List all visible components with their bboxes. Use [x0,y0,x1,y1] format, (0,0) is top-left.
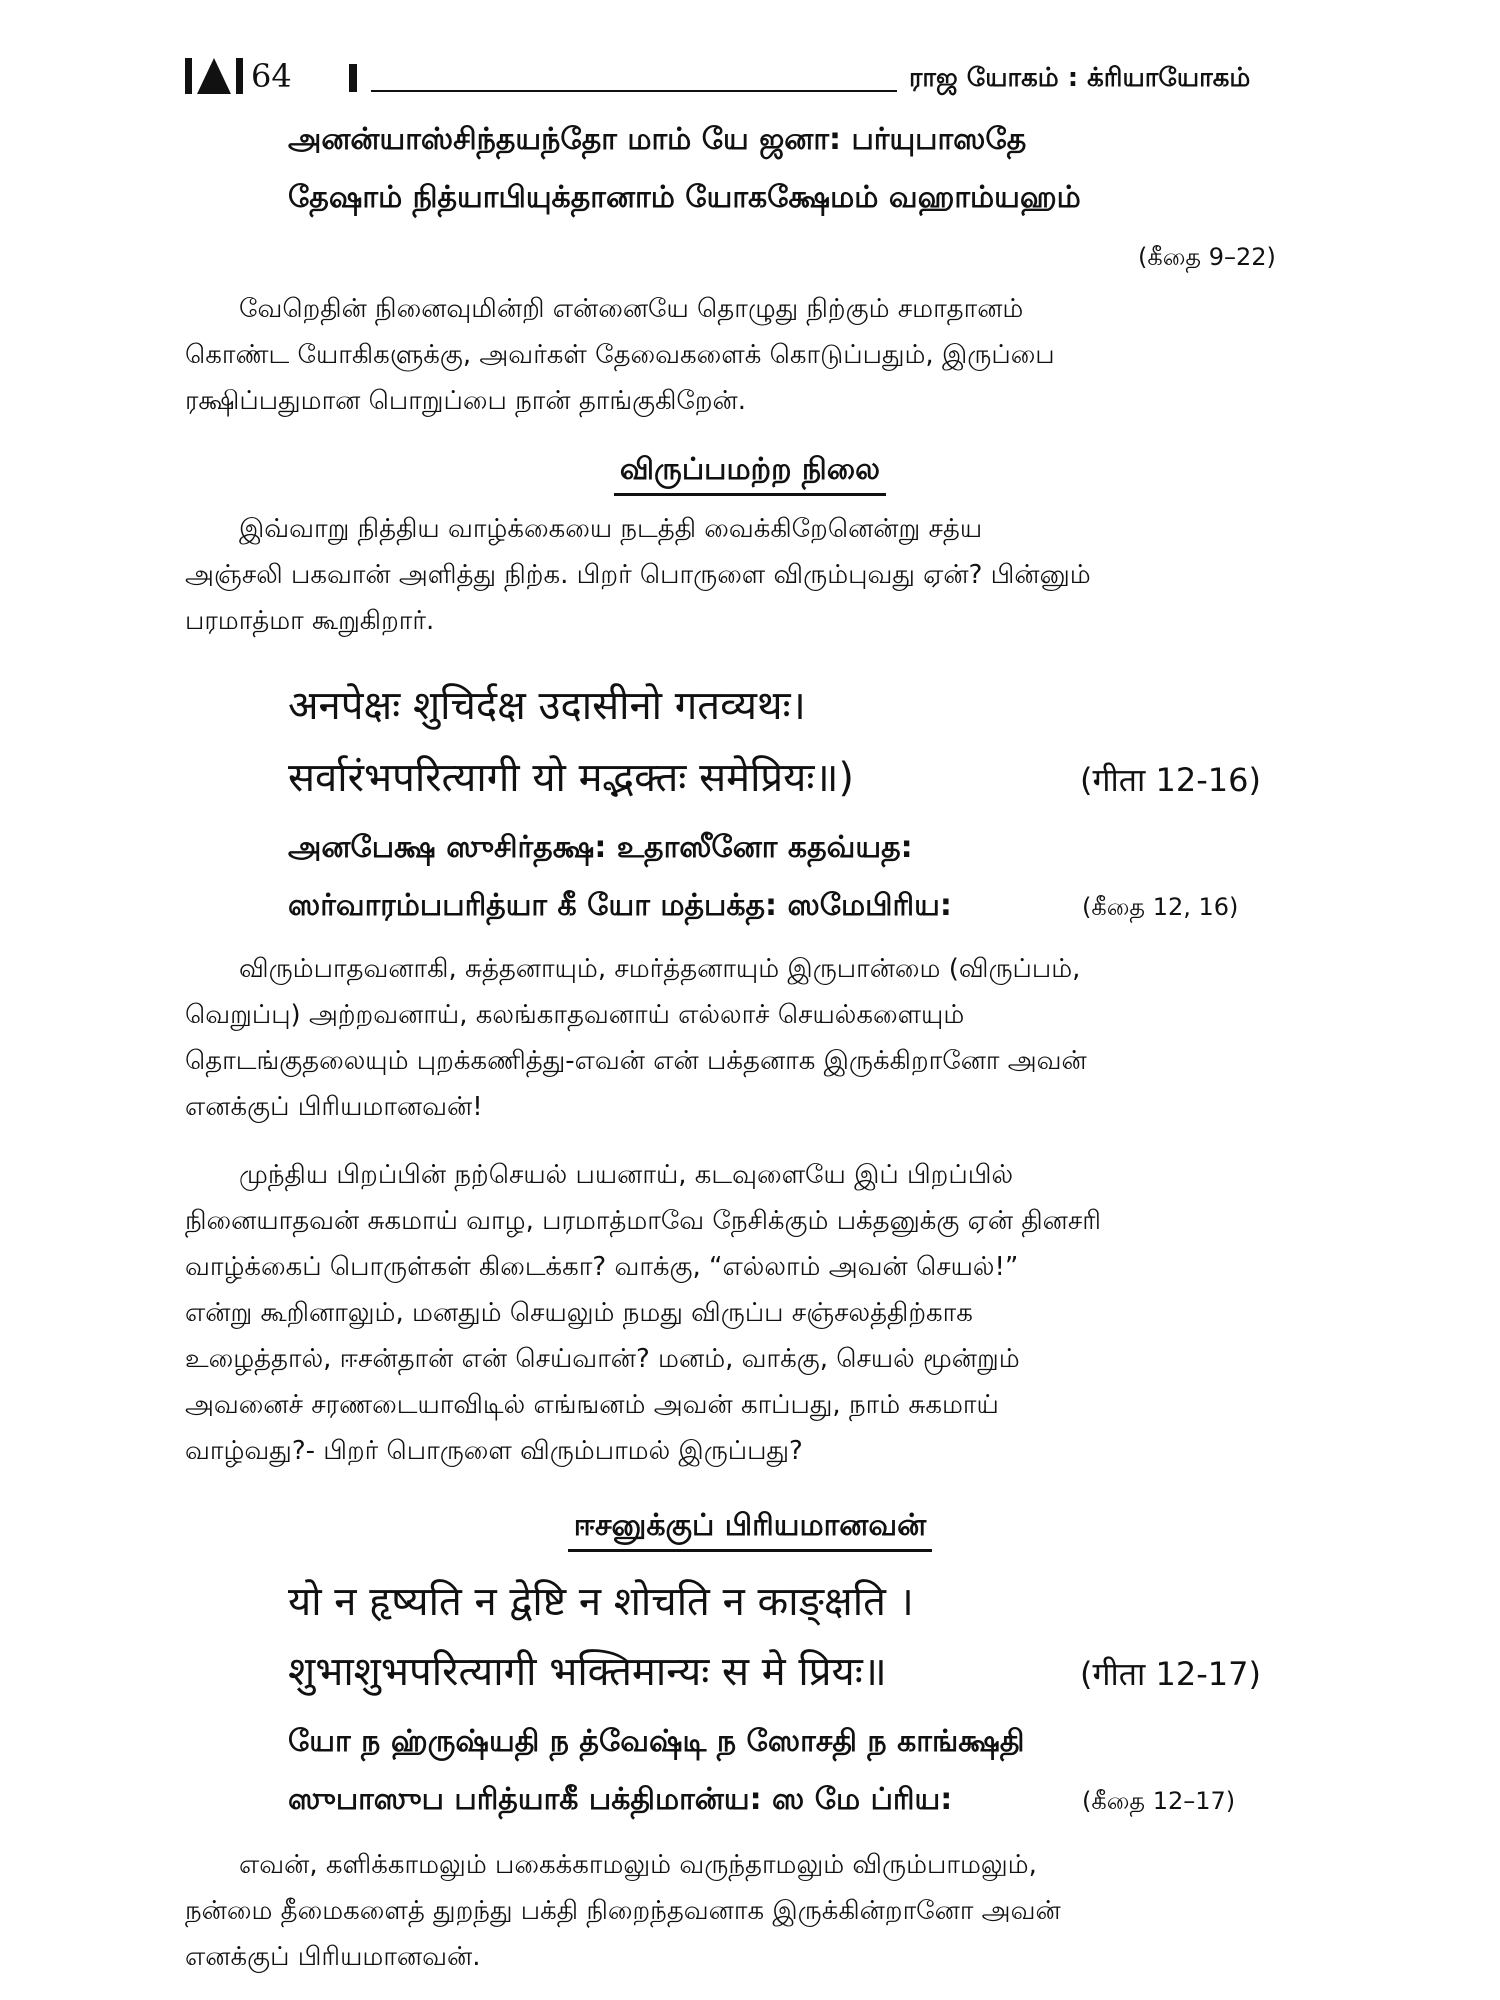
page-header [185,52,1315,102]
paragraph-line: உழைத்தால், ஈசன்தான் என் செய்வான்? மனம், வாக்கு, செயல் மூன்றும் [185,1344,1020,1374]
paragraph-line: அவனைச் சரணடையாவிடில் எங்ஙனம் அவன் காப்பது, நாம் சுகமாய் [185,1390,999,1420]
paragraph-line: தொடங்குதலையும் புறக்கணித்து-எவன் என் பக்தனாக இருக்கிறானோ அவன் [185,1046,1087,1076]
section-heading-text: ஈசனுக்குப் பிரியமானவன் [568,1508,932,1552]
paragraph-line: நன்மை தீமைகளைத் துறந்து பக்தி நிறைந்தவனாக இருக்கின்றானோ அவன் [185,1896,1061,1926]
paragraph-line: வாழ்க்கைப் பொருள்கள் கிடைக்கா? வாக்கு, “எல்லாம் அவன் செயல்!” [185,1252,1019,1282]
publisher-logo-icon [185,58,243,94]
paragraph-line: விரும்பாதவனாகி, சுத்தனாயும், சமர்த்தனாயும் இருபான்மை (விருப்பம், [239,954,1081,984]
paragraph-line: நினையாதவன் சுகமாய் வாழ, பரமாத்மாவே நேசிக்கும் பக்தனுக்கு ஏன் தினசரி [185,1206,1101,1236]
verse-citation: (கீதை 9–22) [1138,243,1276,271]
section-heading-text: விருப்பமற்ற நிலை [614,452,886,496]
header-rule [371,90,897,92]
verse-citation: (கீதை 12, 16) [1082,893,1239,921]
paragraph-line: ரக்ஷிப்பதுமான பொறுப்பை நான் தாங்குகிறேன். [185,386,747,416]
paragraph-line: வெறுப்பு) அற்றவனாய், கலங்காதவனாய் எல்லாச் செயல்களையும் [185,1000,965,1030]
sanskrit-verse-line: यो न हृष्यति न द्वेष्टि न शोचति न काङ्क्षति । [288,1579,914,1625]
paragraph-line: என்று கூறினாலும், மனதும் செயலும் நமது விருப்ப சஞ்சலத்திற்காக [185,1298,973,1328]
sanskrit-verse-line: सर्वारंभपरित्यागी यो मद्भक्तः समेप्रियः॥) [288,755,855,801]
paragraph-line: வேறெதின் நினைவுமின்றி என்னையே தொழுது நிற்கும் சமாதானம் [239,294,1024,324]
paragraph-line: முந்திய பிறப்பின் நற்செயல் பயனாய், கடவுளையே இப் பிறப்பில் [239,1160,1014,1190]
header-divider-bar [349,64,357,92]
verse-citation: (கீதை 12–17) [1082,1787,1236,1815]
paragraph-line: அஞ்சலி பகவான் அளித்து நிற்க. பிறர் பொருளை விரும்புவது ஏன்? பின்னும் [185,560,1091,590]
paragraph-line: இவ்வாறு நித்திய வாழ்க்கையை நடத்தி வைக்கிறேனென்று சத்ய [239,514,983,544]
section-heading [0,1508,1500,1547]
paragraph [185,946,1315,1130]
sanskrit-citation: (गीता 12-17) [1080,1655,1261,1693]
paragraph-line: கொண்ட யோகிகளுக்கு, அவர்கள் தேவைகளைக் கொடுப்பதும், இருப்பை [185,340,1055,370]
sanskrit-citation: (गीता 12-16) [1080,761,1261,799]
verse-line: அனபேக்ஷ ஸுசிர்தக்ஷ: உதாஸீனோ கதவ்யத: [288,830,913,865]
paragraph [185,1152,1315,1474]
sanskrit-verse-line: अनपेक्षः शुचिर्दक्ष उदासीनो गतव्यथः। [288,683,806,729]
paragraph-line: எவன், களிக்காமலும் பகைக்காமலும் வருந்தாமலும் விரும்பாமலும், [239,1850,1037,1880]
section-heading [0,452,1500,491]
sanskrit-verse-line: शुभाशुभपरित्यागी भक्तिमान्यः स मे प्रियः॥ [288,1649,887,1695]
paragraph-line: எனக்குப் பிரியமானவன்! [185,1092,483,1122]
verse-line: யோ ந ஹ்ருஷ்யதி ந த்வேஷ்டி ந ஸோசதி ந காங்க்ஷதி [288,1724,1025,1759]
paragraph [185,1842,1315,1980]
running-title: ராஜ யோகம் : க்ரியாயோகம் [909,63,1251,93]
paragraph [185,286,1315,424]
paragraph-line: வாழ்வது?- பிறர் பொருளை விரும்பாமல் இருப்பது? [185,1436,803,1466]
verse-line: ஸர்வாரம்பபரித்யா கீ யோ மத்பக்த: ஸமேபிரிய: [288,888,952,923]
verse-line: அனன்யாஸ்சிந்தயந்தோ மாம் யே ஜனா: பர்யுபாஸதே [288,122,1027,157]
verse-line: ஸுபாஸுப பரித்யாகீ பக்திமான்ய: ஸ மே ப்ரிய: [288,1782,953,1817]
page-number: 64 [251,57,292,95]
paragraph-line: எனக்குப் பிரியமானவன். [185,1942,481,1972]
paragraph [185,506,1315,644]
paragraph-line: பரமாத்மா கூறுகிறார். [185,606,435,636]
verse-line: தேஷாம் நித்யாபியுக்தானாம் யோகக்ஷேமம் வஹாம்யஹம் [288,180,1081,215]
